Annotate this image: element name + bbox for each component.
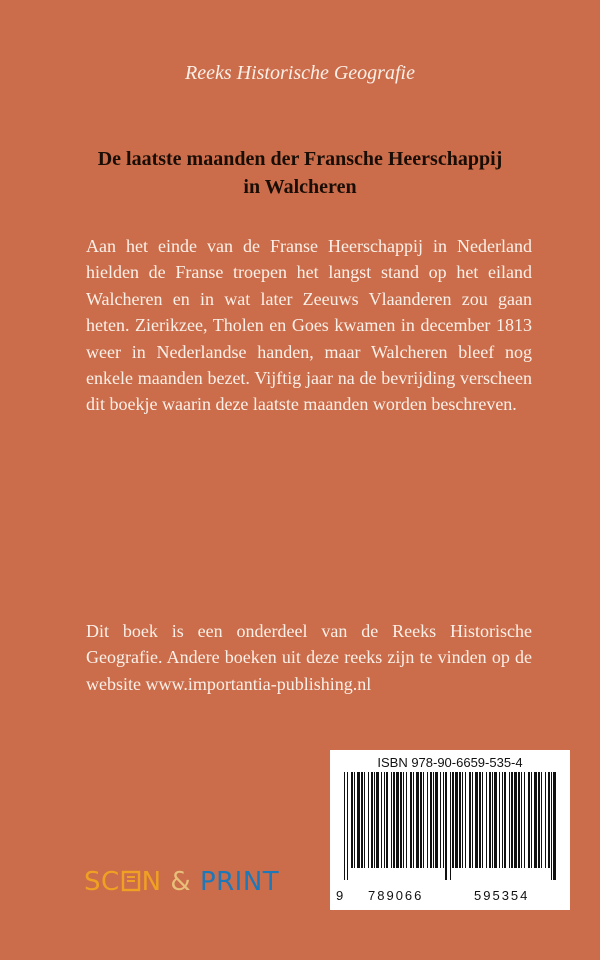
scan-and-print-logo <box>84 867 279 897</box>
barcode-bar <box>361 772 363 868</box>
barcode-bar <box>545 772 546 868</box>
barcode-bar <box>357 772 360 868</box>
barcode-bar <box>528 772 530 868</box>
barcode-bar <box>489 772 491 868</box>
barcode-bar <box>344 772 345 880</box>
barcode-bar <box>371 772 373 868</box>
barcode-bar <box>406 772 407 868</box>
barcode-bar <box>374 772 375 868</box>
barcode-bar <box>499 772 500 868</box>
barcode-bar <box>396 772 399 868</box>
barcode-bar <box>420 772 422 868</box>
barcode-box <box>330 750 570 910</box>
barcode-bar <box>443 772 444 868</box>
barcode-bar <box>423 772 424 868</box>
barcode-bar <box>452 772 454 868</box>
barcode-bar <box>469 772 471 868</box>
barcode-bar <box>347 772 348 880</box>
barcode-bar <box>511 772 513 868</box>
isbn-label: ISBN 978-90-6659-535-4 <box>377 755 523 770</box>
blurb <box>86 233 532 418</box>
barcode-digits-right: 595354 <box>474 888 530 903</box>
barcode-bar <box>376 772 379 868</box>
barcode-bar <box>502 772 503 868</box>
barcode-digits-left: 789066 <box>368 888 424 903</box>
blurb-text: Aan het einde van de Franse Heerschappij in Nederland hielden de Franse troepen het langst stand op het eiland Walcheren en in wat later Zeeuws Vlaanderen zou gaan heten. Zierikzee, Tholen en Goes kwamen in december 1813 weer in Nederlandse handen, maar Walcheren bleef nog enkele maanden bezet. Vijftig jaar na de bevrijding verscheen dit boekje waarin deze laatste maanden worden beschreven. <box>86 236 532 415</box>
barcode-bar <box>492 772 493 868</box>
barcode-bar <box>364 772 365 868</box>
barcode-bar <box>381 772 382 868</box>
barcode-bar <box>450 772 451 880</box>
barcode-bar <box>538 772 540 868</box>
logo-scan-part: SC <box>84 867 120 897</box>
barcode-bar <box>386 772 388 868</box>
barcode-bar <box>534 772 537 868</box>
barcode-bar <box>368 772 369 868</box>
barcode-bar <box>445 772 447 880</box>
barcode-bar <box>548 772 550 868</box>
barcode-bar <box>553 772 556 880</box>
book-title-line-1: De laatste maanden der Fransche Heerschappij <box>97 148 503 170</box>
barcode-bar <box>524 772 525 868</box>
barcode-bar <box>504 772 506 868</box>
barcode-bar <box>551 772 552 880</box>
barcode-bar <box>400 772 402 868</box>
barcode-bar <box>354 772 355 868</box>
barcode-bar <box>486 772 487 868</box>
barcode-bar <box>482 772 483 868</box>
barcode-bar <box>403 772 404 868</box>
logo-n-part: N <box>141 867 162 897</box>
barcode-bar <box>416 772 419 868</box>
barcode-bar <box>472 772 473 868</box>
barcode-bar <box>494 772 497 868</box>
barcode-bar <box>514 772 517 868</box>
barcode-bar <box>435 772 438 868</box>
barcode-bar <box>459 772 461 868</box>
barcode-bar <box>462 772 463 868</box>
series-note: Dit boek is een onderdeel van de Reeks Historische Geografie. Andere boeken uit deze reeks zijn te vinden op de website www.importantia-publishing.nl <box>86 621 532 694</box>
barcode-bar <box>413 772 414 868</box>
barcode-bars <box>344 772 556 880</box>
barcode-bar <box>351 772 353 868</box>
book-title-line-2: in Walcheren <box>243 176 357 198</box>
barcode-bar <box>433 772 434 868</box>
barcode-bar <box>479 772 481 868</box>
barcode-bar <box>455 772 458 868</box>
barcode-bar <box>430 772 432 868</box>
barcode-bar <box>465 772 466 868</box>
barcode-bar <box>410 772 412 868</box>
logo-print-part: PRINT <box>199 867 280 897</box>
barcode-bar <box>541 772 542 868</box>
barcode-bar <box>440 772 441 868</box>
barcode-bar <box>391 772 392 868</box>
barcode-bar <box>427 772 428 868</box>
barcode-bar <box>384 772 385 868</box>
barcode-digit-first: 9 <box>336 888 344 903</box>
barcode-bar <box>393 772 395 868</box>
book-title <box>60 145 540 201</box>
barcode-bar <box>475 772 478 868</box>
barcode-bar <box>521 772 522 868</box>
barcode-bar <box>531 772 532 868</box>
barcode-bar <box>518 772 520 868</box>
barcode-bar <box>509 772 510 868</box>
series-title: Reeks Historische Geografie <box>185 62 415 84</box>
logo-ampersand: & <box>170 867 192 897</box>
logo-a-icon <box>120 867 142 897</box>
